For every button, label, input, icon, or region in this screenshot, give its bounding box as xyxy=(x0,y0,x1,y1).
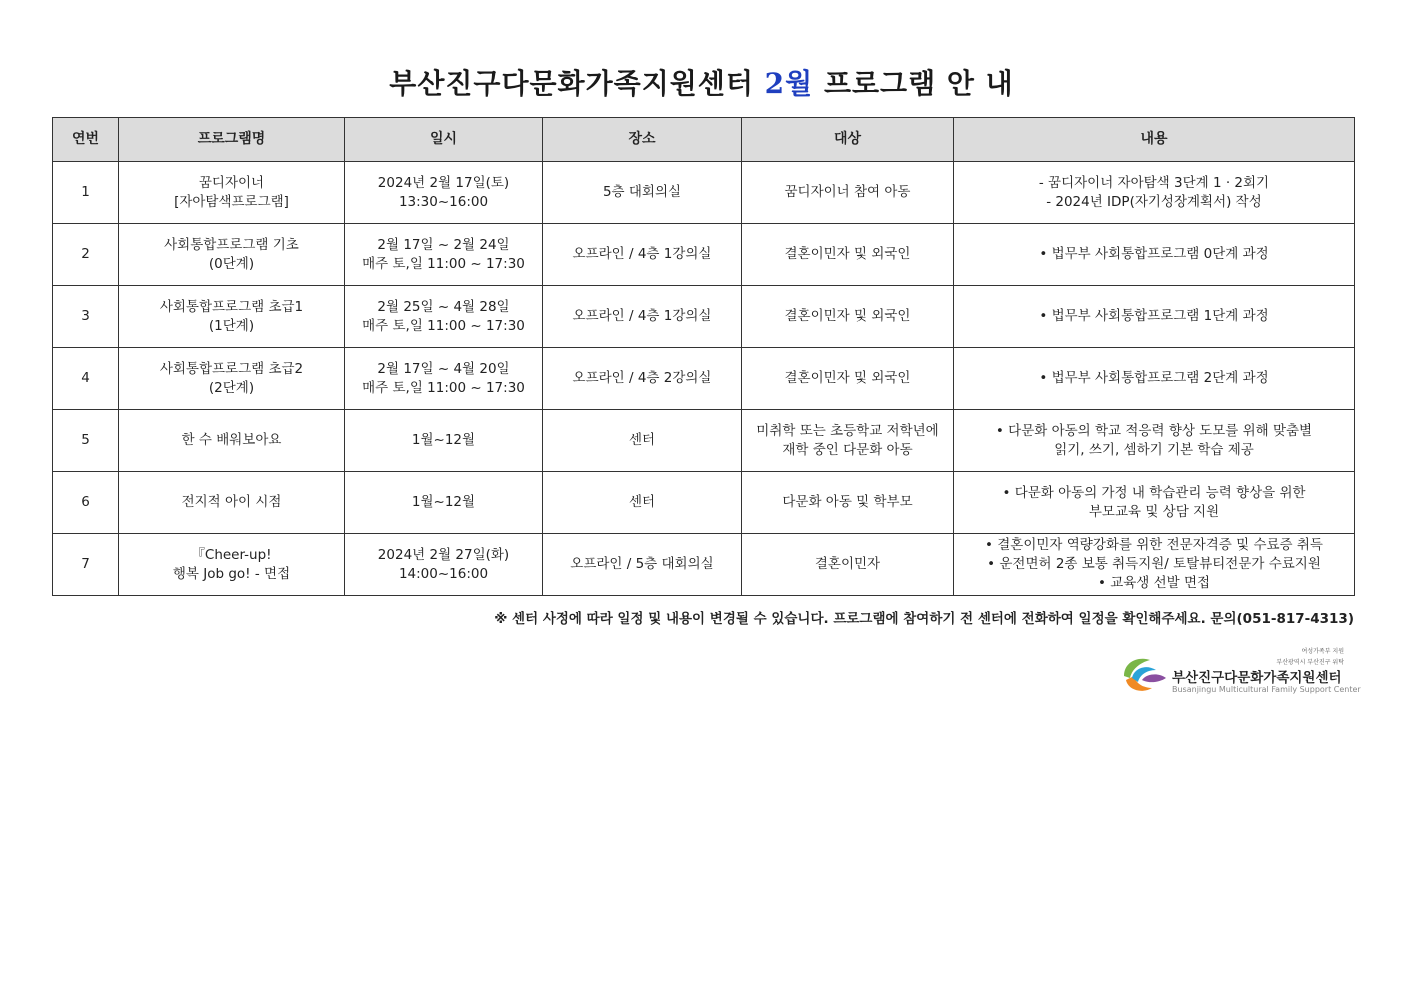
cell-program-name-line: 행복 Job go! - 면접 xyxy=(172,565,291,582)
cell-target-line: 결혼이민자 및 외국인 xyxy=(784,246,911,262)
center-logo xyxy=(1120,646,1361,702)
cell-program-name-line: 사회통합프로그램 기초 xyxy=(164,236,299,253)
cell-content xyxy=(954,534,1355,596)
table-header-row xyxy=(53,118,1355,162)
cell-datetime-line: 2024년 2월 17일(토) xyxy=(377,174,510,191)
logo-commission-text: 부산광역시 부산진구 위탁 xyxy=(1276,659,1344,666)
cell-place xyxy=(543,410,742,472)
cell-datetime xyxy=(345,472,543,534)
cell-place xyxy=(543,286,742,348)
cell-no: 4 xyxy=(53,348,119,410)
cell-datetime-line: 2월 17일 ~ 2월 24일 xyxy=(377,236,510,253)
cell-program-name xyxy=(119,224,345,286)
cell-program-name-line: 사회통합프로그램 초급1 xyxy=(159,298,304,315)
cell-content-line: 읽기, 쓰기, 셈하기 기본 학습 제공 xyxy=(1054,441,1254,458)
page-title xyxy=(0,62,1403,102)
cell-program-name-line: 『Cheer-up! xyxy=(191,546,272,563)
table-header xyxy=(53,118,1355,162)
cell-content-line: • 법무부 사회통합프로그램 1단계 과정 xyxy=(1039,308,1269,324)
cell-datetime-line: 1월~12월 xyxy=(411,432,476,448)
cell-target xyxy=(742,348,954,410)
cell-content xyxy=(954,348,1355,410)
cell-place-line: 오프라인 / 4층 2강의실 xyxy=(572,370,712,386)
cell-program-name xyxy=(119,162,345,224)
cell-datetime-line: 매주 토,일 11:00 ~ 17:30 xyxy=(362,379,525,396)
cell-target-line: 미취학 또는 초등학교 저학년에 xyxy=(756,422,939,439)
table-row xyxy=(53,162,1355,224)
cell-content xyxy=(954,286,1355,348)
cell-content-line: • 결혼이민자 역량강화를 위한 전문자격증 및 수료증 취득 xyxy=(985,537,1323,553)
header-target: 대상 xyxy=(742,118,954,162)
cell-content xyxy=(954,162,1355,224)
header-program-name: 프로그램명 xyxy=(119,118,345,162)
cell-program-name-line: (1단계) xyxy=(208,317,255,334)
cell-program-name-line: 꿈디자이너 xyxy=(198,174,265,191)
cell-no: 1 xyxy=(53,162,119,224)
table-row xyxy=(53,534,1355,596)
cell-content xyxy=(954,472,1355,534)
cell-target xyxy=(742,410,954,472)
cell-target xyxy=(742,162,954,224)
program-table xyxy=(52,117,1355,596)
cell-program-name-line: 사회통합프로그램 초급2 xyxy=(159,360,304,377)
cell-content-line: • 다문화 아동의 학교 적응력 향상 도모를 위해 맞춤별 xyxy=(995,422,1313,439)
cell-target-line: 결혼이민자 xyxy=(814,556,881,572)
cell-datetime xyxy=(345,410,543,472)
cell-datetime-line: 매주 토,일 11:00 ~ 17:30 xyxy=(362,317,525,334)
cell-datetime xyxy=(345,224,543,286)
cell-place xyxy=(543,534,742,596)
cell-program-name xyxy=(119,534,345,596)
cell-program-name xyxy=(119,410,345,472)
logo-supporter-text: 여성가족부 지원 xyxy=(1301,648,1344,655)
notice-text: ※ 센터 사정에 따라 일정 및 내용이 변경될 수 있습니다. 프로그램에 참여하기 전 센터에 전화하여 일정을 확인해주세요. 문의(051-817-4313) xyxy=(494,611,1354,627)
cell-content-line: 부모교육 및 상담 지원 xyxy=(1088,503,1220,520)
cell-program-name-line: 전지적 아이 시점 xyxy=(181,494,282,510)
cell-program-name xyxy=(119,286,345,348)
table-body xyxy=(53,162,1355,596)
cell-no: 2 xyxy=(53,224,119,286)
title-suffix: 프로그램 안 내 xyxy=(823,67,1014,100)
table-row xyxy=(53,348,1355,410)
cell-target xyxy=(742,472,954,534)
cell-place-line: 5층 대회의실 xyxy=(602,184,682,200)
cell-datetime-line: 2월 25일 ~ 4월 28일 xyxy=(377,298,510,315)
cell-no: 5 xyxy=(53,410,119,472)
cell-datetime-line: 14:00~16:00 xyxy=(398,565,489,582)
cell-content-line: - 2024년 IDP(자기성장계획서) 작성 xyxy=(1046,193,1262,210)
cell-program-name xyxy=(119,472,345,534)
header-datetime: 일시 xyxy=(345,118,543,162)
cell-datetime-line: 2024년 2월 27일(화) xyxy=(377,546,510,563)
cell-target xyxy=(742,224,954,286)
cell-content xyxy=(954,224,1355,286)
cell-content-line: • 운전면허 2종 보통 취득지원/ 토탈뷰티전문가 수료지원 xyxy=(987,556,1321,572)
cell-program-name-line: (0단계) xyxy=(208,255,255,272)
header-place: 장소 xyxy=(543,118,742,162)
cell-place-line: 오프라인 / 5층 대회의실 xyxy=(570,556,714,572)
cell-datetime-line: 13:30~16:00 xyxy=(398,193,489,210)
cell-program-name-line: 한 수 배워보아요 xyxy=(181,432,282,448)
cell-program-name-line: [자아탐색프로그램] xyxy=(174,193,289,210)
cell-no: 3 xyxy=(53,286,119,348)
cell-place xyxy=(543,162,742,224)
cell-datetime-line: 1월~12월 xyxy=(411,494,476,510)
table-row xyxy=(53,286,1355,348)
cell-datetime-line: 매주 토,일 11:00 ~ 17:30 xyxy=(362,255,525,272)
title-month: 2월 xyxy=(764,67,814,100)
cell-no: 6 xyxy=(53,472,119,534)
cell-target-line: 꿈디자이너 참여 아동 xyxy=(784,184,911,200)
logo-english-name: Busanjingu Multicultural Family Support Center xyxy=(1172,685,1361,694)
cell-content-line: • 다문화 아동의 가정 내 학습관리 능력 향상을 위한 xyxy=(1002,484,1306,501)
cell-content xyxy=(954,410,1355,472)
cell-datetime xyxy=(345,162,543,224)
cell-target xyxy=(742,286,954,348)
table-row xyxy=(53,410,1355,472)
cell-target-line: 결혼이민자 및 외국인 xyxy=(784,370,911,386)
title-prefix: 부산진구다문화가족지원센터 xyxy=(389,67,754,100)
logo-korean-name: 부산진구다문화가족지원센터 xyxy=(1172,670,1342,686)
header-content: 내용 xyxy=(954,118,1355,162)
cell-datetime xyxy=(345,286,543,348)
cell-datetime xyxy=(345,348,543,410)
cell-place xyxy=(543,224,742,286)
multicultural-center-logo-icon xyxy=(1120,654,1168,694)
cell-target xyxy=(742,534,954,596)
cell-place xyxy=(543,472,742,534)
cell-program-name-line: (2단계) xyxy=(208,379,255,396)
cell-place-line: 센터 xyxy=(628,432,656,448)
cell-datetime xyxy=(345,534,543,596)
cell-place-line: 오프라인 / 4층 1강의실 xyxy=(572,246,712,262)
cell-place xyxy=(543,348,742,410)
table-row xyxy=(53,472,1355,534)
cell-target-line: 재학 중인 다문화 아동 xyxy=(782,441,913,458)
cell-place-line: 센터 xyxy=(628,494,656,510)
cell-target-line: 다문화 아동 및 학부모 xyxy=(782,494,913,510)
cell-program-name xyxy=(119,348,345,410)
cell-content-line: - 꿈디자이너 자아탐색 3단계 1 · 2회기 xyxy=(1038,174,1270,191)
cell-datetime-line: 2월 17일 ~ 4월 20일 xyxy=(377,360,510,377)
cell-no: 7 xyxy=(53,534,119,596)
cell-content-line: • 법무부 사회통합프로그램 0단계 과정 xyxy=(1039,246,1269,262)
cell-content-line: • 교육생 선발 면접 xyxy=(1097,575,1211,591)
cell-target-line: 결혼이민자 및 외국인 xyxy=(784,308,911,324)
cell-place-line: 오프라인 / 4층 1강의실 xyxy=(572,308,712,324)
header-no: 연번 xyxy=(53,118,119,162)
cell-content-line: • 법무부 사회통합프로그램 2단계 과정 xyxy=(1039,370,1269,386)
table-row xyxy=(53,224,1355,286)
